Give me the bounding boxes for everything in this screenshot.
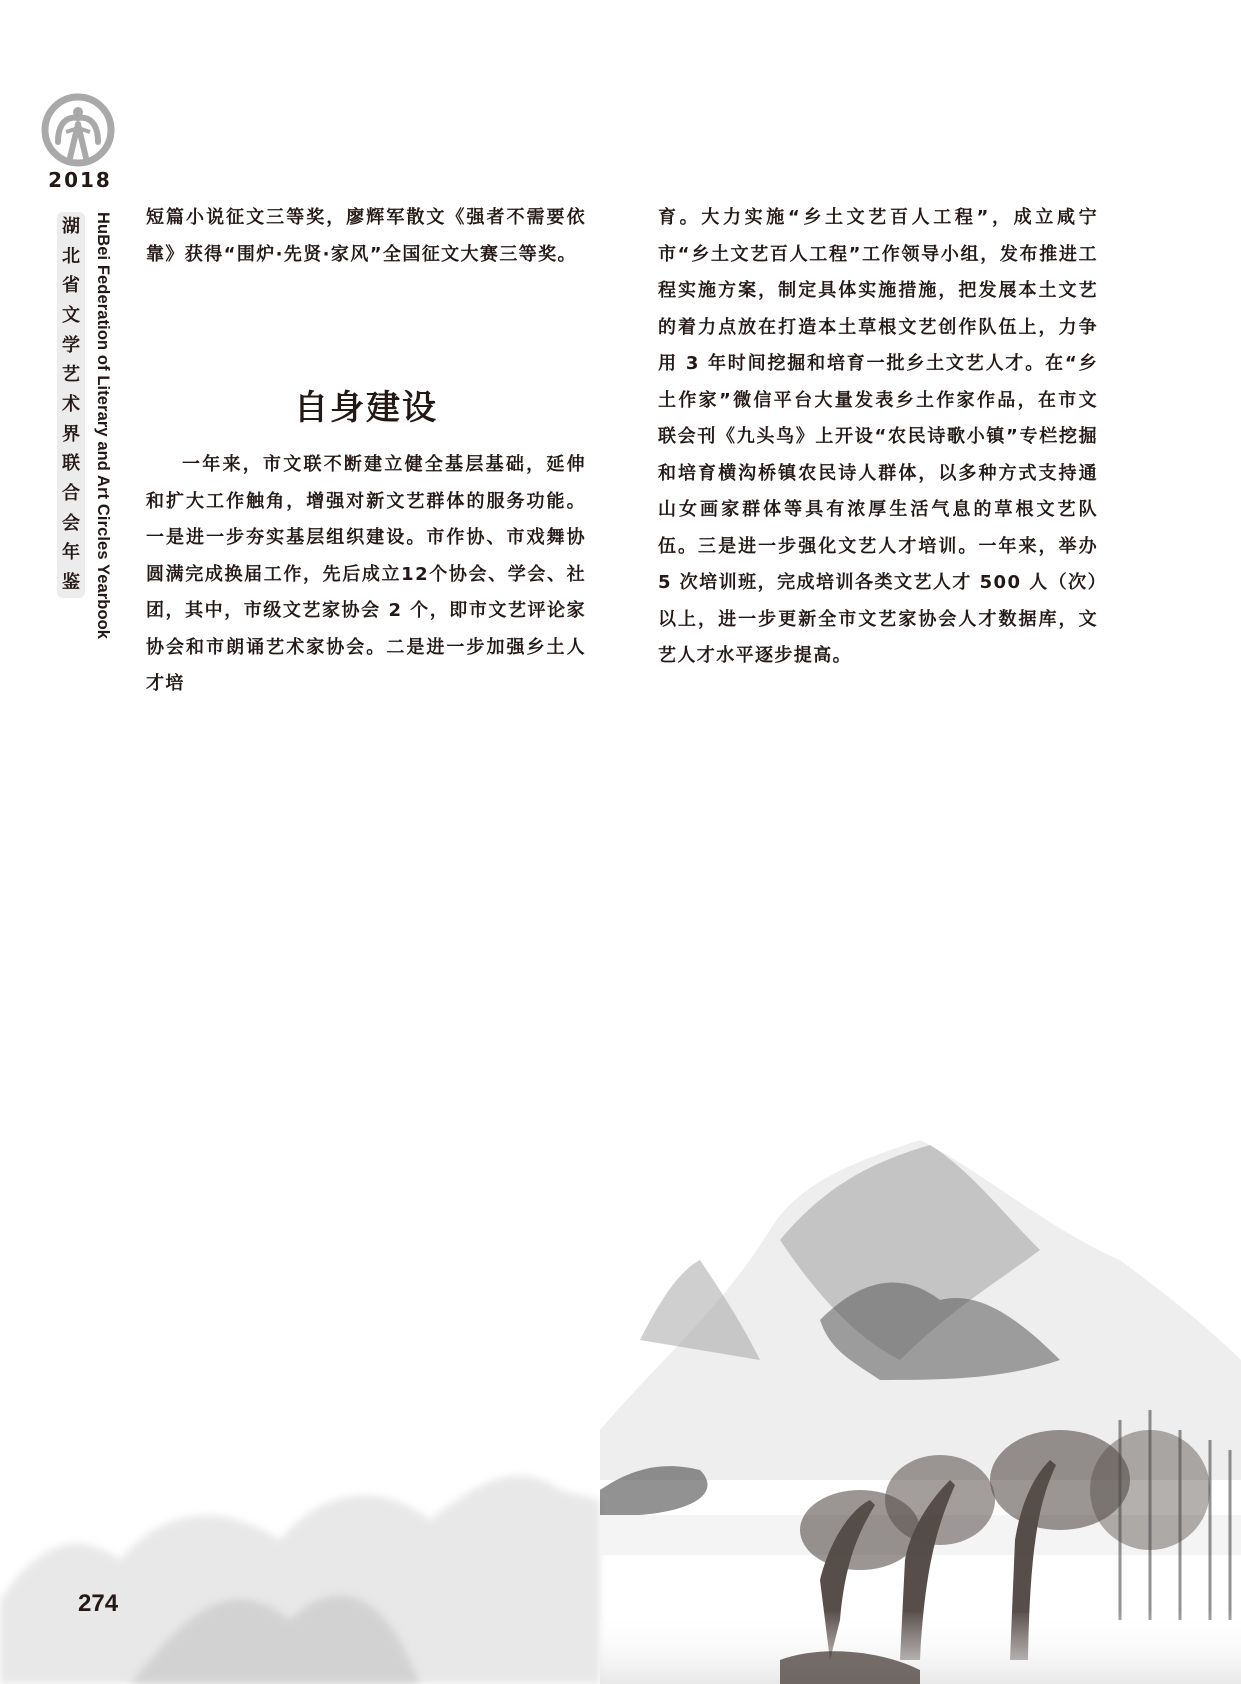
side-char: 合 bbox=[62, 482, 80, 504]
side-char: 文 bbox=[62, 304, 80, 326]
left-column bbox=[146, 200, 586, 703]
side-char: 联 bbox=[62, 453, 80, 475]
side-char: 术 bbox=[62, 393, 80, 415]
side-title-cn bbox=[57, 212, 85, 598]
side-char: 学 bbox=[62, 334, 80, 356]
right-column bbox=[658, 200, 1098, 675]
body-paragraph: 一年来，市文联不断建立健全基层基础，延伸和扩大工作触角，增强对新文艺群体的服务功能。一是进一步夯实基层组织建设。市作协、市戏舞协圆满完成换届工作，先后成立12个协会、学会、社团，其中，市级文艺家协会 2 个，即市文艺评论家协会和市朗诵艺术家协会。二是进一步加强乡土人才培 bbox=[146, 454, 586, 694]
side-char: 艺 bbox=[62, 364, 80, 386]
side-char: 会 bbox=[62, 512, 80, 534]
yearbook-emblem-icon bbox=[40, 92, 116, 168]
side-char: 界 bbox=[62, 423, 80, 445]
side-char: 湖 bbox=[62, 216, 80, 237]
side-char: 省 bbox=[62, 275, 80, 297]
year-label: 2018 bbox=[48, 168, 112, 192]
side-char: 鉴 bbox=[62, 571, 80, 593]
page-number: 274 bbox=[78, 1590, 119, 1617]
side-title-en: HuBei Federation of Literary and Art Circles Yearbook bbox=[94, 212, 112, 640]
intro-paragraph: 短篇小说征文三等奖，廖辉军散文《强者不需要依靠》获得“围炉·先贤·家风”全国征文大赛三等奖。 bbox=[146, 207, 586, 265]
side-char: 年 bbox=[62, 542, 80, 564]
section-title: 自身建设 bbox=[294, 388, 438, 428]
side-char: 北 bbox=[62, 245, 80, 267]
ink-landscape-illustration bbox=[0, 1060, 1241, 1684]
body-paragraph-continued: 育。大力实施“乡土文艺百人工程”，成立咸宁市“乡土文艺百人工程”工作领导小组，发布推进工程实施方案，制定具体实施措施，把发展本土文艺的着力点放在打造本土草根文艺创作队伍上，力争用 3 年时间挖掘和培育一批乡土文艺人才。在“乡土作家”微信平台大量发表乡土作家作品，在市文联会刊《九头鸟》上开设“农民诗歌小镇”专栏挖掘和培育横沟桥镇农民诗人群体，以多种方式支持通山女画家群体等具有浓厚生活气息的草根文艺队伍。三是进一步强化文艺人才培训。一年来，举办 5 次培训班，完成培训各类文艺人才 500 人（次）以上，进一步更新全市文艺家协会人才数据库，文艺人才水平逐步提高。 bbox=[658, 207, 1098, 666]
